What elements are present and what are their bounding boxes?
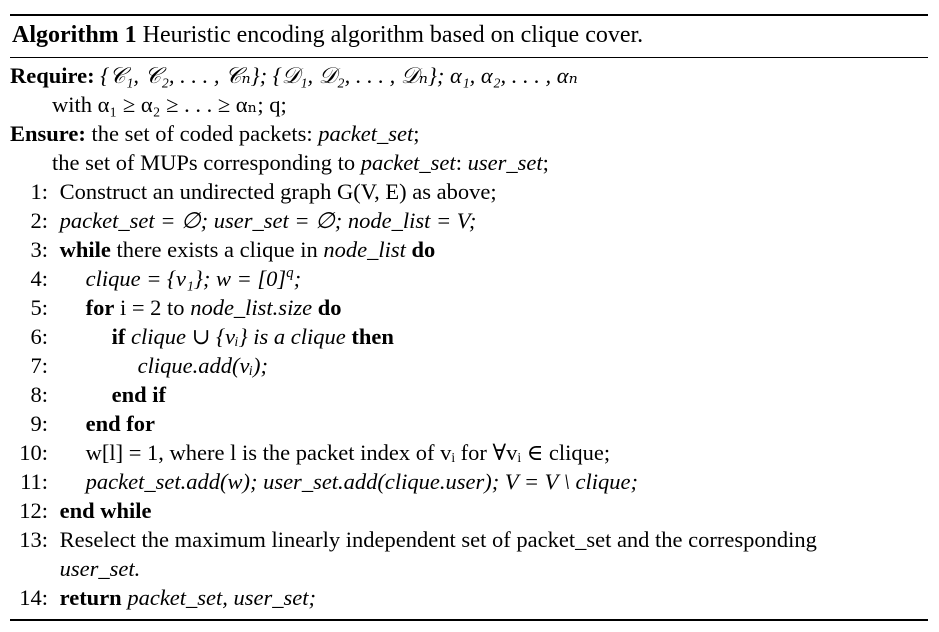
require-constraint: with α₁ ≥ α₂ ≥ . . . ≥ αₙ; q; <box>52 92 287 117</box>
require-line-2 <box>52 90 287 119</box>
ensure-var-packet-set-2: packet_set <box>360 150 456 175</box>
ensure-var-packet-set: packet_set <box>318 121 414 146</box>
ensure-colon: : <box>455 150 462 175</box>
step-text: there exists a clique in <box>116 237 318 262</box>
line-number: 13: <box>19 527 48 552</box>
require-line-1 <box>10 61 578 90</box>
step-3 <box>10 235 435 264</box>
line-number: 3: <box>30 237 48 262</box>
step-14 <box>10 583 316 612</box>
algorithm-box <box>10 14 928 622</box>
var-node-list: node_list <box>323 237 406 262</box>
keyword-while: while <box>59 237 111 262</box>
keyword-then: then <box>351 324 394 349</box>
line-number: 8: <box>30 382 48 407</box>
line-number: 4: <box>30 266 48 291</box>
require-label: Require: <box>10 63 95 88</box>
line-number: 2: <box>30 208 48 233</box>
step-text: packet_set, user_set; <box>127 585 317 610</box>
bottom-rule <box>10 619 928 621</box>
ensure-line-2 <box>52 148 549 177</box>
ensure-semicolon-2: ; <box>542 150 549 175</box>
ensure-semicolon-1: ; <box>413 121 420 146</box>
step-2 <box>10 206 476 235</box>
step-text: clique.add(vᵢ); <box>137 353 268 378</box>
keyword-for: for <box>85 295 115 320</box>
keyword-return: return <box>59 585 122 610</box>
keyword-if: if <box>111 324 126 349</box>
step-text: clique ∪ {vᵢ} is a clique <box>131 324 346 349</box>
top-rule <box>10 14 928 16</box>
step-text: packet_set = ∅; user_set = ∅; node_list = V; <box>59 208 477 233</box>
algorithm-label: Algorithm 1 <box>12 22 137 48</box>
step-text: clique = {v₁}; w = [0] <box>85 266 287 291</box>
step-text: i = 2 to <box>119 295 185 320</box>
step-10 <box>10 438 610 467</box>
line-number: 1: <box>30 179 48 204</box>
step-text: w[l] = 1, where l is the packet index of vᵢ for ∀vᵢ ∈ clique; <box>85 440 611 465</box>
step-11 <box>10 467 638 496</box>
step-7 <box>10 351 268 380</box>
step-8 <box>10 380 166 409</box>
keyword-end-for: end for <box>85 411 155 436</box>
step-tail: ; <box>293 266 302 291</box>
exponent: q <box>286 265 294 281</box>
line-number: 5: <box>30 295 48 320</box>
step-13-continued <box>10 554 140 583</box>
line-number: 12: <box>19 498 48 523</box>
title-rule <box>10 57 928 58</box>
step-9 <box>10 409 155 438</box>
step-text: user_set. <box>59 556 141 581</box>
step-13 <box>10 525 817 554</box>
ensure-text-1: the set of coded packets: <box>91 121 313 146</box>
ensure-label: Ensure: <box>10 121 86 146</box>
step-4 <box>10 264 301 293</box>
ensure-text-2: the set of MUPs corresponding to <box>52 150 356 175</box>
line-number: 9: <box>30 411 48 436</box>
keyword-do: do <box>317 295 342 320</box>
step-5 <box>10 293 341 322</box>
step-text: Construct an undirected graph G(V, E) as above; <box>59 179 497 204</box>
step-12 <box>10 496 152 525</box>
step-6 <box>10 322 394 351</box>
line-number: 7: <box>30 353 48 378</box>
keyword-end-if: end if <box>111 382 167 407</box>
algorithm-caption: Heuristic encoding algorithm based on clique cover. <box>142 22 644 48</box>
step-text: Reselect the maximum linearly independent set of packet_set and the corresponding <box>59 527 817 552</box>
step-text: packet_set.add(w); user_set.add(clique.user); V = V \ clique; <box>85 469 638 494</box>
line-number: 11: <box>20 469 48 494</box>
ensure-var-user-set: user_set <box>467 150 543 175</box>
line-number: 6: <box>30 324 48 349</box>
line-number: 10: <box>19 440 48 465</box>
ensure-line-1 <box>10 119 420 148</box>
keyword-do: do <box>411 237 436 262</box>
keyword-end-while: end while <box>59 498 152 523</box>
var-node-list-size: node_list.size <box>190 295 313 320</box>
line-number: 14: <box>19 585 48 610</box>
algorithm-title <box>12 20 643 50</box>
require-inputs: {𝒞₁, 𝒞₂, . . . , 𝒞ₙ}; {𝒟₁, 𝒟₂, . . . , 𝒟ₙ}; α₁, α₂, . . . , αₙ <box>100 63 578 88</box>
step-1 <box>10 177 497 206</box>
